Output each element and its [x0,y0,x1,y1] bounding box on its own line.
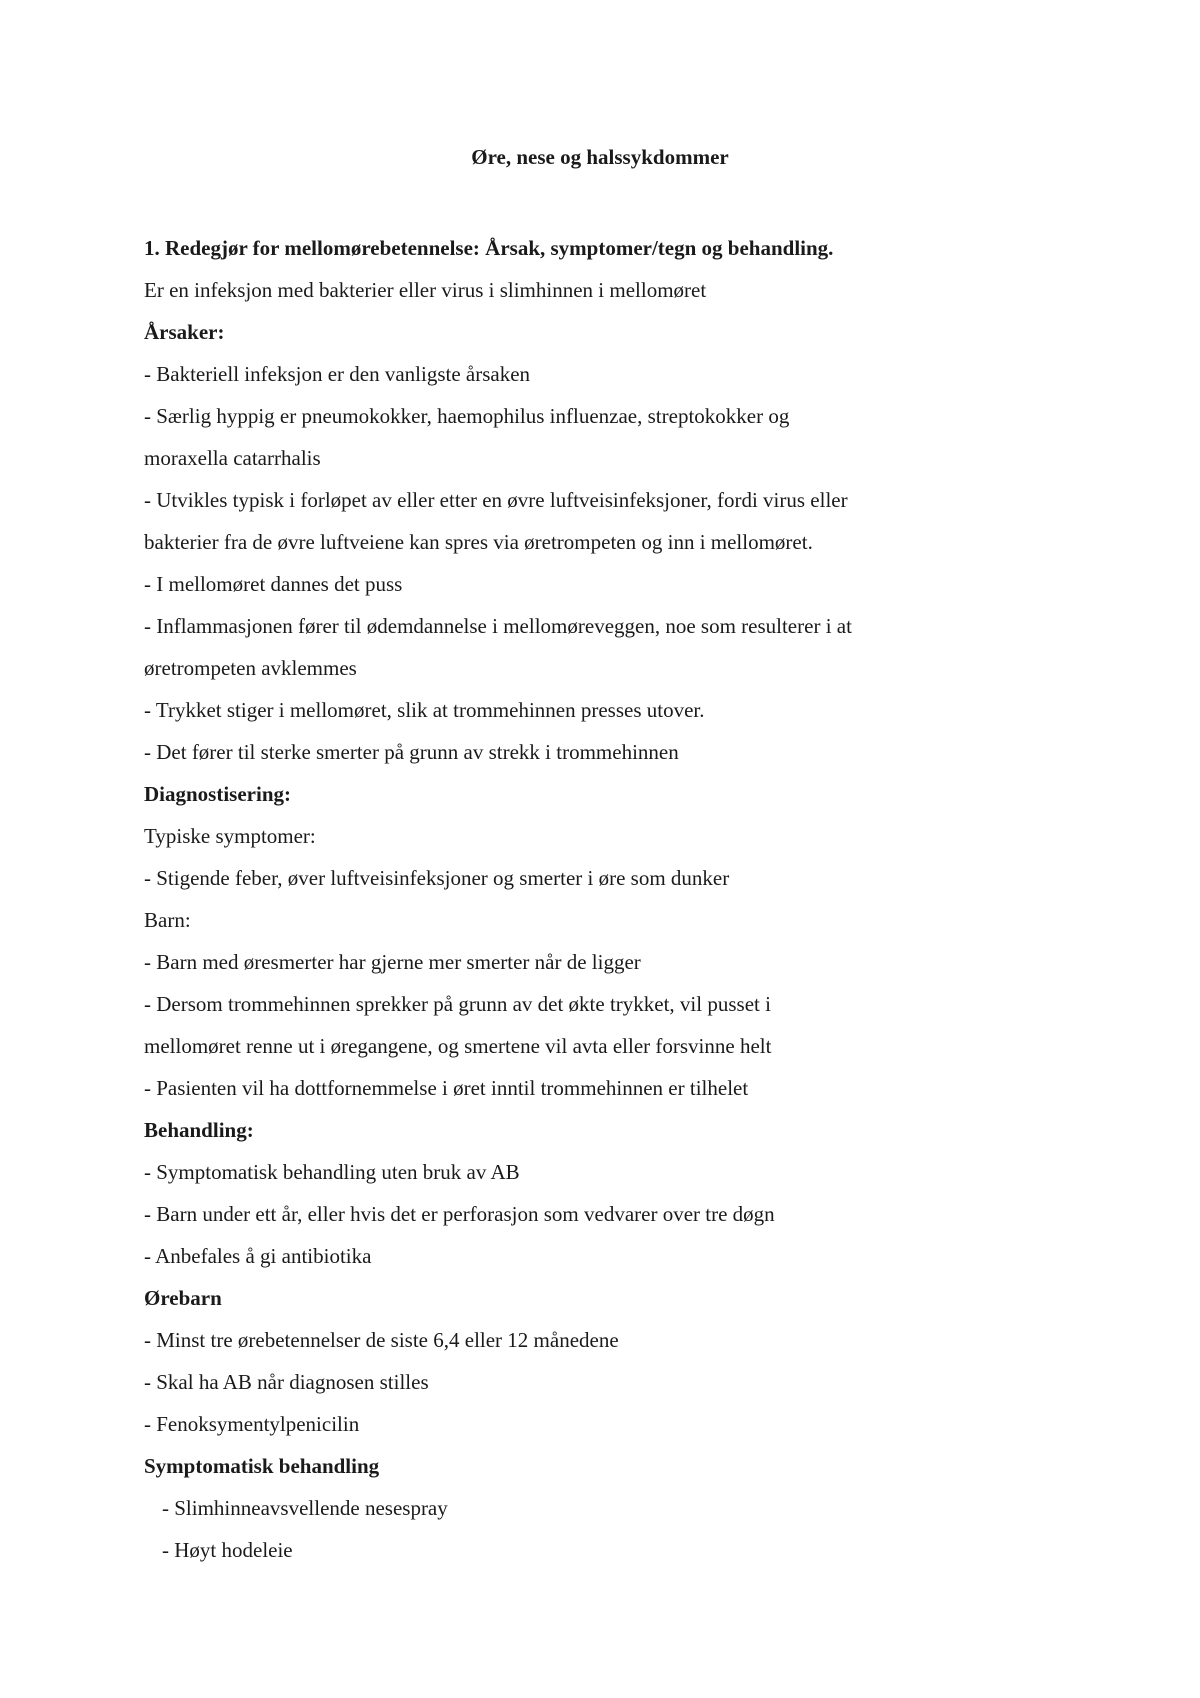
section-heading: Ørebarn [144,1286,222,1310]
text-line: - Høyt hodeleie [162,1538,293,1562]
text-line: - Symptomatisk behandling uten bruk av AB [144,1160,520,1184]
text-line: - Trykket stiger i mellomøret, slik at trommehinnen presses utover. [144,698,705,722]
text-line: - Barn under ett år, eller hvis det er perforasjon som vedvarer over tre døgn [144,1202,775,1226]
text-line: - Skal ha AB når diagnosen stilles [144,1370,429,1394]
text-line: bakterier fra de øvre luftveiene kan spres via øretrompeten og inn i mellomøret. [144,530,813,554]
text-line: mellomøret renne ut i øregangene, og smertene vil avta eller forsvinne helt [144,1034,772,1058]
section-heading: Diagnostisering: [144,782,291,806]
text-line: - Pasienten vil ha dottfornemmelse i øret inntil trommehinnen er tilhelet [144,1076,749,1100]
text-line: - Inflammasjonen fører til ødemdannelse i mellomøreveggen, noe som resulterer i at [144,614,852,638]
text-line: Barn: [144,908,191,932]
text-line: Typiske symptomer: [144,824,316,848]
text-line: øretrompeten avklemmes [144,656,357,680]
text-line: - Stigende feber, øver luftveisinfeksjoner og smerter i øre som dunker [144,866,730,890]
section-heading: Behandling: [144,1118,254,1142]
text-line: - Anbefales å gi antibiotika [144,1244,372,1268]
text-line: Er en infeksjon med bakterier eller virus i slimhinnen i mellomøret [144,278,707,302]
text-line: - Fenoksymentylpenicilin [144,1412,360,1436]
text-line: - Dersom trommehinnen sprekker på grunn av det økte trykket, vil pusset i [144,992,771,1016]
text-line: - Slimhinneavsvellende nesespray [162,1496,448,1520]
text-line: - Det fører til sterke smerter på grunn av strekk i trommehinnen [144,740,679,764]
text-line: - I mellomøret dannes det puss [144,572,403,596]
document-body [144,227,1004,1571]
document-title: Øre, nese og halssykdommer [471,145,729,169]
text-line: moraxella catarrhalis [144,446,321,470]
text-line: - Minst tre ørebetennelser de siste 6,4 eller 12 månedene [144,1328,619,1352]
section-heading: Årsaker: [144,320,225,344]
text-line: - Barn med øresmerter har gjerne mer smerter når de ligger [144,950,641,974]
section-heading: 1. Redegjør for mellomørebetennelse: Årsak, symptomer/tegn og behandling. [144,236,834,260]
text-line: - Særlig hyppig er pneumokokker, haemophilus influenzae, streptokokker og [144,404,790,428]
section-heading: Symptomatisk behandling [144,1454,380,1478]
text-line: - Utvikles typisk i forløpet av eller etter en øvre luftveisinfeksjoner, fordi virus eller [144,488,848,512]
text-line: - Bakteriell infeksjon er den vanligste årsaken [144,362,531,386]
